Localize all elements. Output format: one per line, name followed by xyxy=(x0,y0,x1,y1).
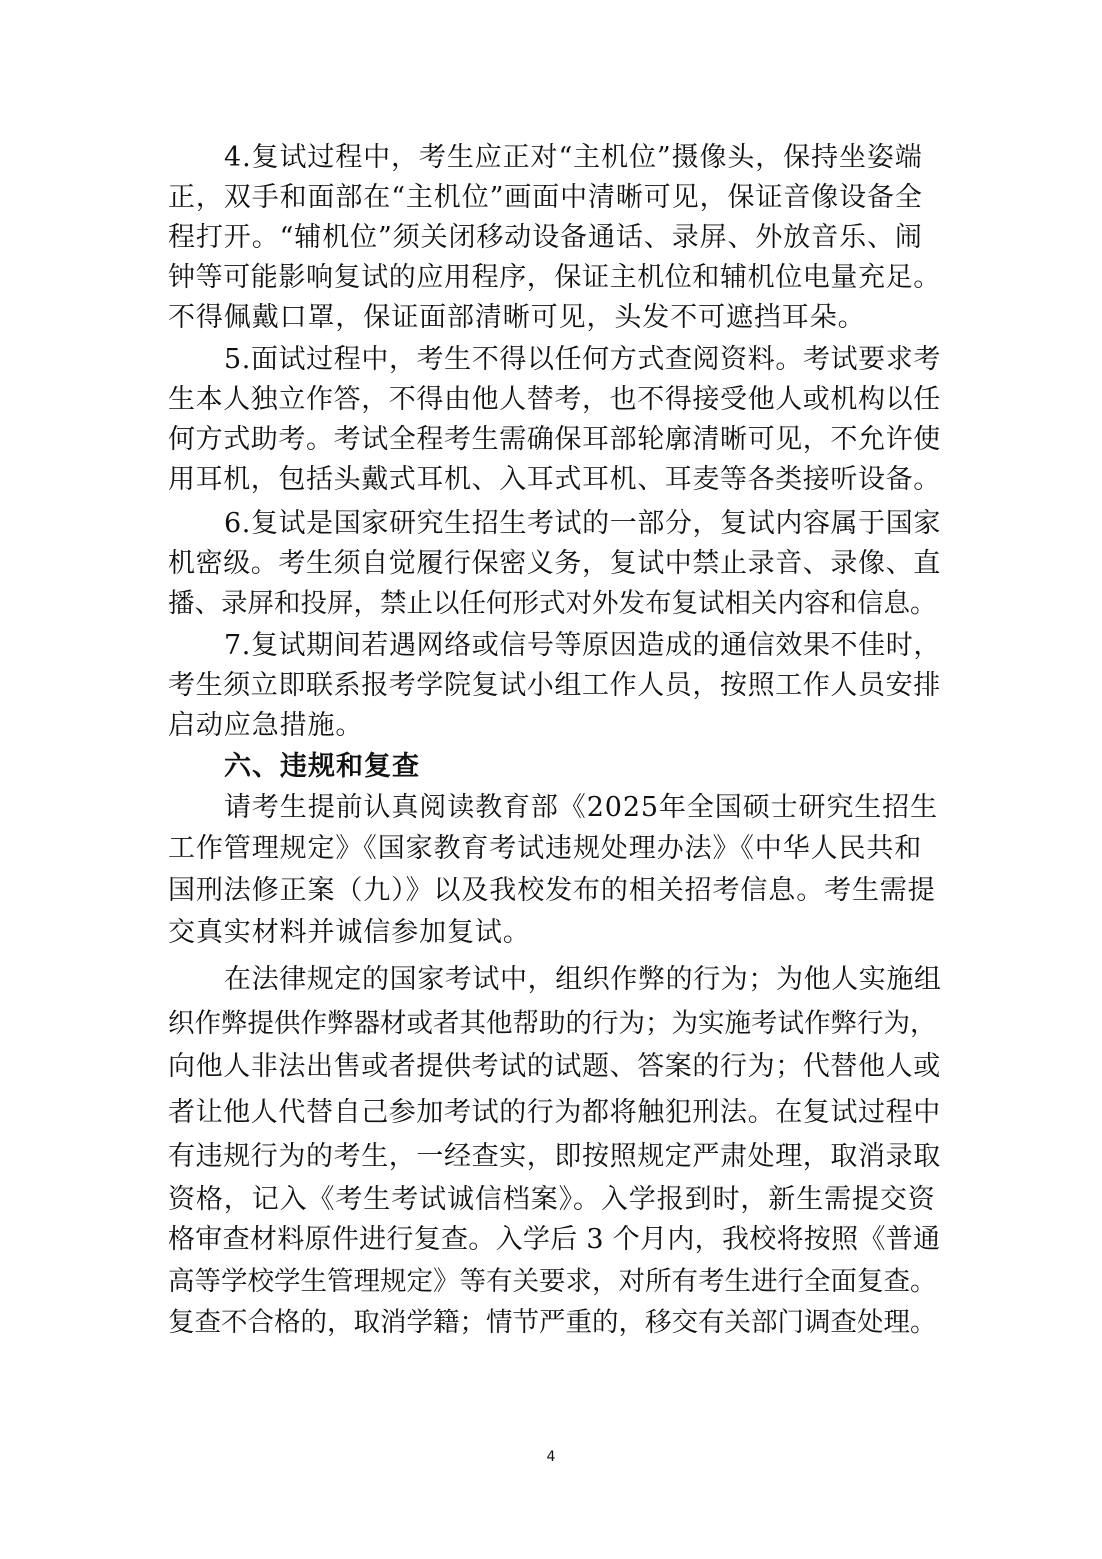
section6-p1-line-3: 国刑法修正案（九）》以及我校发布的相关招考信息。考生需提 xyxy=(168,875,936,906)
section6-p2-line-9: 复查不合格的，取消学籍；情节严重的，移交有关部门调查处理。 xyxy=(168,1307,937,1338)
section6-p1-line-4: 交真实材料并诚信参加复试。 xyxy=(168,917,531,948)
section6-p2-line-8: 高等学校学生管理规定》等有关要求，对所有考生进行全面复查。 xyxy=(168,1266,937,1297)
section6-p2-line-4: 者让他人代替自己参加考试的行为都将触犯刑法。在复试过程中 xyxy=(168,1097,941,1128)
section6-heading: 六、违规和复查 xyxy=(224,751,420,782)
section6-p1-line-2: 工作管理规定》《国家教育考试违规处理办法》《中华人民共和 xyxy=(168,833,923,864)
section6-p2-line-2: 织作弊提供作弊器材或者其他帮助的行为；为实施考试作弊行为， xyxy=(168,1008,937,1039)
item5-line-4: 用耳机，包括头戴式耳机、入耳式耳机、耳麦等各类接听设备。 xyxy=(168,464,941,495)
item5-line-2: 生本人独立作答，不得由他人替考，也不得接受他人或机构以任 xyxy=(168,384,941,415)
item6-line-1: 6.复试是国家研究生招生考试的一部分，复试内容属于国家 xyxy=(224,508,941,539)
item5-line-3: 何方式助考。考试全程考生需确保耳部轮廓清晰可见，不允许使 xyxy=(168,424,941,455)
item7-line-2: 考生须立即联系报考学院复试小组工作人员，按照工作人员安排 xyxy=(168,670,941,701)
item4-line-2: 正，双手和面部在“主机位”画面中清晰可见，保证音像设备全 xyxy=(168,182,923,213)
item6-line-2: 机密级。考生须自觉履行保密义务，复试中禁止录音、录像、直 xyxy=(168,548,941,579)
section6-p2-line-6: 资格，记入《考生考试诚信档案》。入学报到时，新生需提交资 xyxy=(168,1184,936,1215)
section6-p2-line-3: 向他人非法出售或者提供考试的试题、答案的行为；代替他人或 xyxy=(168,1051,941,1082)
item5-line-1: 5.面试过程中，考生不得以任何方式查阅资料。考试要求考 xyxy=(224,344,941,375)
item7-line-3: 启动应急措施。 xyxy=(168,710,364,741)
item4-line-1: 4.复试过程中，考生应正对“主机位”摄像头，保持坐姿端 xyxy=(224,142,923,173)
section6-p2-line-7: 格审查材料原件进行复查。入学后 3 个月内，我校将按照《普通 xyxy=(168,1224,941,1255)
item4-line-5: 不得佩戴口罩，保证面部清晰可见，头发不可遮挡耳朵。 xyxy=(168,302,866,333)
item4-line-3: 程打开。“辅机位”须关闭移动设备通话、录屏、外放音乐、闹 xyxy=(168,222,923,253)
item4-line-4: 钟等可能影响复试的应用程序，保证主机位和辅机位电量充足。 xyxy=(168,262,941,293)
section6-p2-line-5: 有违规行为的考生，一经查实，即按照规定严肃处理，取消录取 xyxy=(168,1141,941,1172)
item6-line-3: 播、录屏和投屏，禁止以任何形式对外发布复试相关内容和信息。 xyxy=(168,588,937,619)
section6-p1-line-1: 请考生提前认真阅读教育部《2025年全国硕士研究生招生 xyxy=(224,792,939,823)
item7-line-1: 7.复试期间若遇网络或信号等原因造成的通信效果不佳时， xyxy=(224,630,941,661)
section6-p2-line-1: 在法律规定的国家考试中，组织作弊的行为；为他人实施组 xyxy=(224,964,942,995)
page-number: 4 xyxy=(546,1449,556,1465)
